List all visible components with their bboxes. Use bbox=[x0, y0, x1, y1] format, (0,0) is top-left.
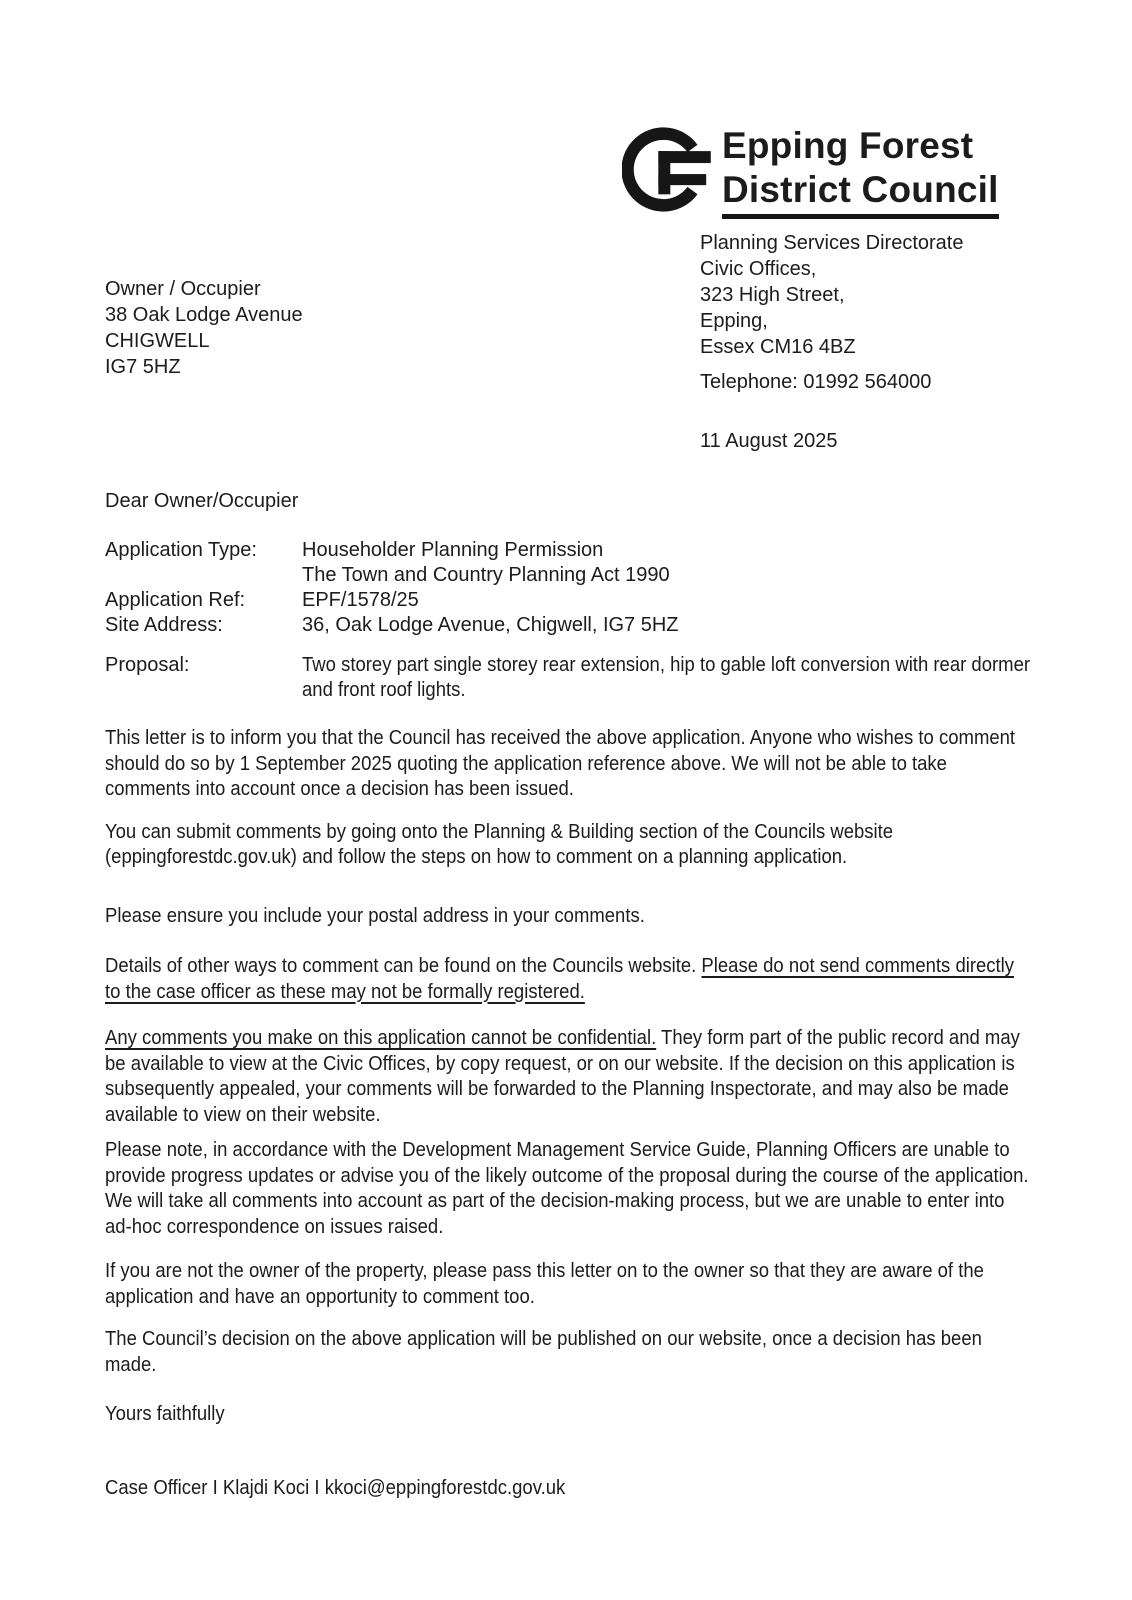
letter-body bbox=[105, 726, 1030, 1518]
council-logo-text bbox=[722, 120, 999, 219]
sender-telephone: Telephone: 01992 564000 bbox=[700, 371, 932, 393]
site-address-value: 36, Oak Lodge Avenue, Chigwell, IG7 5HZ bbox=[302, 614, 679, 636]
site-address-row bbox=[105, 613, 1065, 638]
paragraph-other-ways bbox=[105, 954, 1030, 1005]
sender-address-line-4: Essex CM16 4BZ bbox=[700, 336, 856, 358]
application-type-value: Householder Planning Permission bbox=[302, 539, 604, 561]
application-ref-row bbox=[105, 588, 1065, 613]
salutation: Dear Owner/Occupier bbox=[105, 490, 299, 512]
signature-line: Case Officer I Klajdi Koci I kkoci@eppingforestdc.gov.uk bbox=[105, 1476, 566, 1499]
sender-address-block bbox=[700, 230, 963, 454]
application-type-row bbox=[105, 538, 1065, 563]
recipient-line-1: Owner / Occupier bbox=[105, 278, 261, 300]
paragraph-submit-comments: You can submit comments by going onto the Planning & Building section of the Councils website (eppingforestdc.gov.uk) and follow the steps on how to comment on a planning application. bbox=[105, 820, 894, 868]
proposal-label: Proposal: bbox=[105, 654, 190, 676]
application-ref-value: EPF/1578/25 bbox=[302, 589, 419, 611]
logo-name-line2: District Council bbox=[722, 168, 999, 219]
sender-address-line-1: Civic Offices, bbox=[700, 258, 817, 280]
recipient-line-2: 38 Oak Lodge Avenue bbox=[105, 304, 303, 326]
paragraph-not-owner: If you are not the owner of the property, please pass this letter on to the owner so that they are aware of the application and have an opportunity to comment too. bbox=[105, 1260, 984, 1308]
letter-date: 11 August 2025 bbox=[700, 430, 838, 452]
proposal-row bbox=[105, 653, 1065, 703]
paragraph-decision-published: The Council’s decision on the above application will be published on our website, once a decision has been made. bbox=[105, 1328, 982, 1376]
recipient-line-4: IG7 5HZ bbox=[105, 356, 181, 378]
recipient-line-3: CHIGWELL bbox=[105, 330, 210, 352]
sender-address-line-3: Epping, bbox=[700, 310, 768, 332]
application-type-act-spacer bbox=[105, 563, 302, 588]
paragraph-other-ways-text: Details of other ways to comment can be found on the Councils website. bbox=[105, 955, 702, 977]
paragraph-other-ways-underlined: Please do not send comments directly to the case officer as these may not be formally registered. bbox=[105, 955, 1015, 1003]
application-type-act-value: The Town and Country Planning Act 1990 bbox=[302, 564, 670, 586]
epping-forest-logo-icon bbox=[622, 120, 714, 219]
council-logo bbox=[622, 120, 999, 219]
logo-name-line1: Epping Forest bbox=[722, 125, 974, 166]
paragraph-confidentiality-underlined: Any comments you make on this application cannot be confidential. bbox=[105, 1027, 657, 1049]
paragraph-confidentiality-text: They form part of the public record and may be available to view at the Civic Offices, by copy request, or on our website. If the decision on this application is subsequently appealed, your comments will be forwarded to the Planning Inspectorate, and may also be made available to view on their website. bbox=[105, 1027, 1020, 1126]
sender-address-line-2: 323 High Street, bbox=[700, 284, 845, 306]
application-ref-label: Application Ref: bbox=[105, 589, 246, 611]
site-address-label: Site Address: bbox=[105, 614, 223, 636]
paragraph-postal-address: Please ensure you include your postal address in your comments. bbox=[105, 904, 645, 927]
application-type-act-row bbox=[105, 563, 1065, 588]
proposal-value: Two storey part single storey rear extension, hip to gable loft conversion with rear dormer and front roof lights. bbox=[302, 654, 1031, 701]
paragraph-confidentiality bbox=[105, 1026, 1030, 1128]
paragraph-received: This letter is to inform you that the Council has received the above application. Anyone who wishes to comment should do so by 1 September 2025 quoting the application reference above. We will not be able to take comments into account once a decision has been issued. bbox=[105, 727, 1016, 800]
valediction: Yours faithfully bbox=[105, 1403, 225, 1425]
application-type-label: Application Type: bbox=[105, 539, 257, 561]
recipient-address-block bbox=[105, 276, 303, 380]
application-details bbox=[105, 538, 1065, 703]
sender-directorate: Planning Services Directorate bbox=[700, 232, 964, 254]
paragraph-service-guide: Please note, in accordance with the Development Management Service Guide, Planning Officers are unable to provide progress updates or advise you of the likely outcome of the proposal during the course of the application. We will take all comments into account as part of the decision-making process, but we are unable to enter into ad-hoc correspondence on issues raised. bbox=[105, 1139, 1029, 1238]
